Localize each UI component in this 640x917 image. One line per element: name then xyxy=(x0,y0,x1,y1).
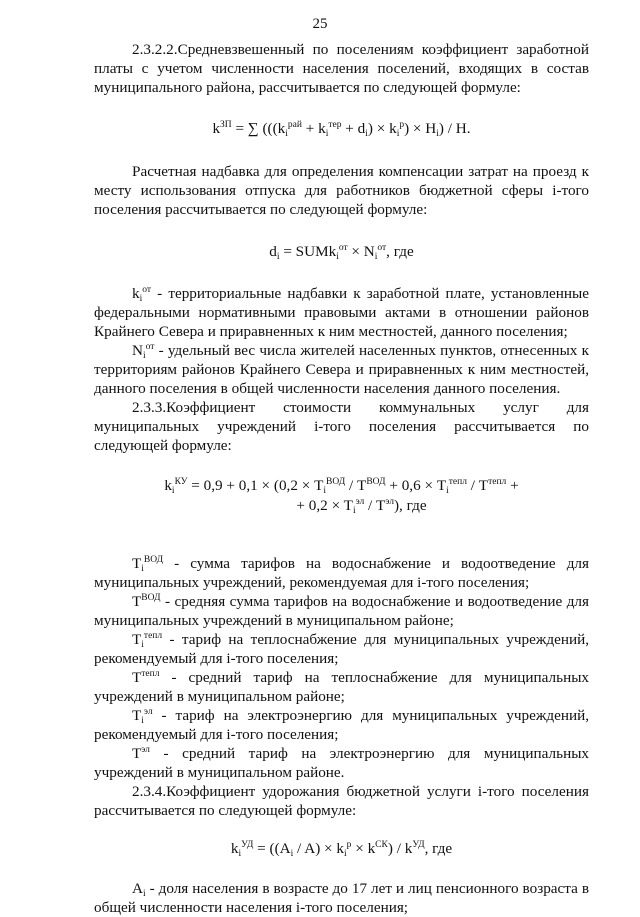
definition-t-i-vod: $T_i^{ВОД}$ - сумма тарифов на водоснабжение и водоотведение для муниципальных учреждений, рекомендуемая для i-того поселения; xyxy=(94,555,589,591)
definition-t-i-el: $T_i^{эл}$ - тариф на электроэнергию для муниципальных учреждений, рекомендуемый для i-того поселения; xyxy=(94,707,589,743)
page-number: 25 xyxy=(312,16,328,32)
formula-d-i: $d_i$ = SUMk$_i^{от}$ × $N_i^{от}$, где xyxy=(269,243,414,262)
formula-k-zp: $k^{ЗП}$ = ∑ $(((k_i^{рай} + k_i^{тер} + d_i) \times k_i^р) \times H_i) / H$. xyxy=(212,120,471,139)
definition-t-i-tepl: $T_i^{тепл}$ - тариф на теплоснабжение для муниципальных учреждений, рекомендуемый для i-того поселения; xyxy=(94,631,589,667)
definition-t-tepl: $T^{тепл}$ - средний тариф на теплоснабжение для муниципальных учреждений в муниципальном районе; xyxy=(94,669,589,705)
paragraph-2-3-3: 2.3.3.Коэффициент стоимости коммунальных услуг для муниципальных учреждений i-того поселения рассчитывается по следующей формуле: xyxy=(94,399,589,454)
definition-t-el: $T^{эл}$ - средний тариф на электроэнергию для муниципальных учреждений в муниципальном районе. xyxy=(94,745,589,781)
formula-k-ku-line-1: $k_i^{КУ} = 0,9 + 0,1 \times (0,2 \times T_i^{ВОД} / T^{ВОД} + 0,6 \times T_i^{тепл} / T^{тепл}$ + xyxy=(164,477,519,496)
definition-k-ot: $k_i^{от}$ - территориальные надбавки к заработной плате, установленные федеральными нормативными правовыми актами в отношении районов Крайнего Севера и приравненных к ним местностей, данного поселения; xyxy=(94,285,589,340)
formula-k-ku-line-2: + $0,2 \times T_i^{эл} / T^{эл}$), где xyxy=(296,497,427,516)
formula-k-ku xyxy=(94,476,589,516)
document-body xyxy=(94,40,589,917)
paragraph-travel-allowance: Расчетная надбавка для определения компенсации затрат на проезд к месту использования отпуска для работников бюджетной сферы i-того поселения рассчитывается по следующей формуле: xyxy=(94,163,589,218)
definition-a-i: $A_i$ - доля населения в возрасте до 17 лет и лиц пенсионного возраста в общей численности населения i-того поселения; xyxy=(94,880,589,916)
definition-t-vod: $T^{ВОД}$ - средняя сумма тарифов на водоснабжение и водоотведение для муниципальных учреждений в муниципальном районе; xyxy=(94,593,589,629)
definition-n-ot: $N_i^{от}$ - удельный вес числа жителей населенных пунктов, отнесенных к территориям районов Крайнего Севера и приравненных к ним местностей, данного поселения в общей численности населения данного поселения. xyxy=(94,342,589,397)
formula-k-ud: $k_i^{УД} = ((A_i / A) \times k_i^р \times k^{СК}) / k^{УД}$, где xyxy=(230,840,453,859)
paragraph-2-3-4: 2.3.4.Коэффициент удорожания бюджетной услуги i-того поселения рассчитывается по следующей формуле: xyxy=(94,783,589,819)
paragraph-2-3-2-2: 2.3.2.2.Средневзвешенный по поселениям коэффициент заработной платы с учетом численности населения поселений, входящих в состав муниципального района, рассчитывается по следующей формуле: xyxy=(94,41,589,96)
